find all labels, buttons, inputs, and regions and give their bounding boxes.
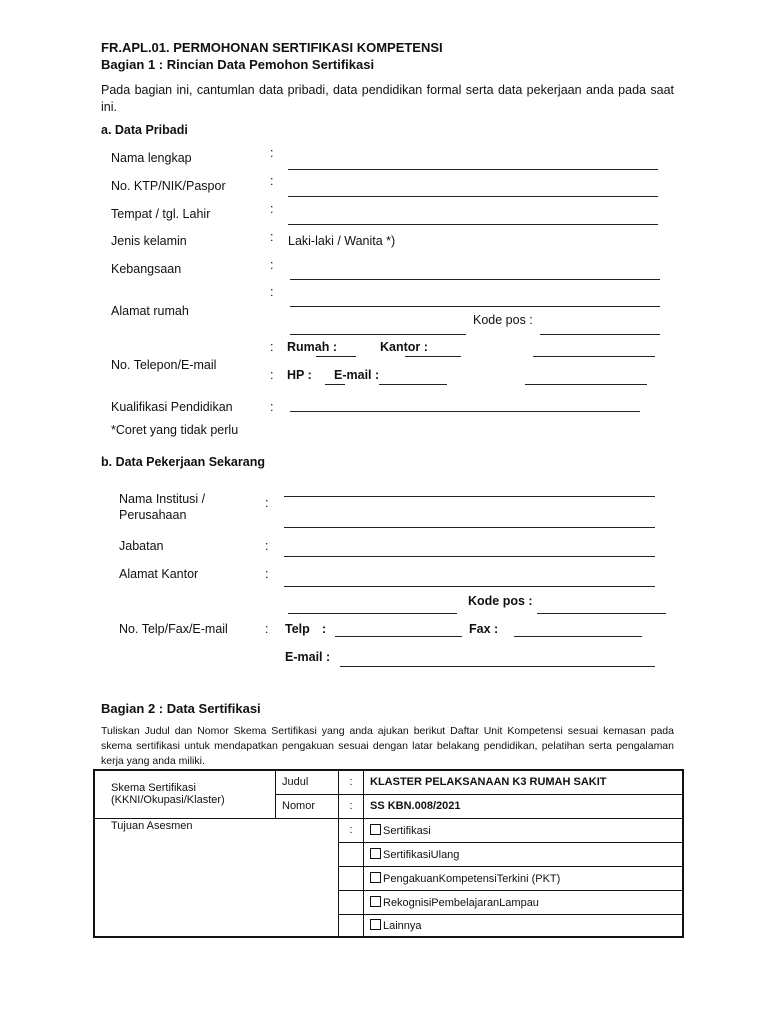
option-label: RekognisiPembelajaranLampau: [383, 896, 539, 909]
fax-label: Fax :: [469, 622, 499, 636]
colon: :: [270, 202, 274, 216]
certification-table: [93, 769, 684, 938]
address-field-1[interactable]: [290, 306, 660, 307]
colon: :: [270, 174, 274, 188]
number-label: Nomor: [276, 794, 339, 818]
checkbox-icon[interactable]: [370, 919, 381, 930]
section2-intro: Tuliskan Judul dan Nomor Skema Sertifikasi yang anda ajukan berikut Daftar Unit Kompetensi sesuai kemasan pada skema sertifikasi untuk mendapatkan pengakuan sesuai dengan latar belakang pendidikan, pelatihan serta pengalaman kerja yang anda miliki.: [101, 725, 674, 767]
colon: :: [322, 622, 327, 636]
colon: :: [265, 539, 269, 553]
scheme-label-1: Skema Sertifikasi: [111, 782, 196, 795]
option-label: Lainnya: [383, 919, 422, 932]
office-address-label: Alamat Kantor: [119, 567, 199, 581]
title-label: Judul: [276, 770, 339, 794]
birth-field[interactable]: [288, 224, 658, 225]
option-label: SertifikasiUlang: [383, 848, 460, 861]
option-lainnya[interactable]: [364, 914, 684, 937]
institution-field-1[interactable]: [284, 496, 655, 497]
colon: :: [270, 400, 274, 414]
ktp-field[interactable]: [288, 196, 658, 197]
email-field[interactable]: [379, 384, 447, 385]
name-field[interactable]: [288, 169, 658, 170]
hp-label: HP :: [287, 368, 312, 382]
colon: :: [265, 622, 269, 636]
gender-label: Jenis kelamin: [111, 234, 187, 248]
section1-intro: Pada bagian ini, cantumlan data pribadi, data pendidikan formal serta data pekerjaan anda pada saat ini.: [101, 83, 674, 114]
position-label: Jabatan: [119, 539, 164, 553]
birth-label: Tempat / tgl. Lahir: [111, 207, 211, 221]
email-extra-field[interactable]: [525, 384, 647, 385]
work-postal-label: Kode pos :: [468, 594, 533, 608]
option-rpl[interactable]: [364, 890, 684, 914]
address-label: Alamat rumah: [111, 304, 189, 318]
section1-title: Bagian 1 : Rincian Data Pemohon Sertifikasi: [101, 57, 375, 72]
office-phone-field[interactable]: [405, 356, 461, 357]
checkbox-icon[interactable]: [370, 848, 381, 859]
checkbox-icon[interactable]: [370, 824, 381, 835]
colon: :: [270, 258, 274, 272]
education-field[interactable]: [290, 411, 640, 412]
scheme-title-value: KLASTER PELAKSANAAN K3 RUMAH SAKIT: [364, 770, 684, 794]
option-sertifikasi-ulang[interactable]: [364, 842, 684, 866]
colon: :: [270, 285, 274, 299]
postal-field[interactable]: [540, 334, 660, 335]
colon: :: [265, 567, 269, 581]
form-code-title: FR.APL.01. PERMOHONAN SERTIFIKASI KOMPETENSI: [101, 40, 443, 55]
telp-label: Telp: [285, 622, 310, 636]
phone-extra-field[interactable]: [533, 356, 655, 357]
hp-field[interactable]: [325, 384, 345, 385]
option-label: Sertifikasi: [383, 824, 431, 837]
scheme-cell: [94, 770, 276, 818]
personal-heading: a. Data Pribadi: [101, 123, 188, 137]
name-label: Nama lengkap: [111, 151, 192, 165]
footnote: *Coret yang tidak perlu: [111, 423, 239, 437]
colon: :: [270, 340, 274, 354]
education-label: Kualifikasi Pendidikan: [111, 400, 233, 414]
telp-field[interactable]: [335, 636, 462, 637]
scheme-number-value: SS KBN.008/2021: [364, 794, 684, 818]
option-label: PengakuanKompetensiTerkini (PKT): [383, 872, 561, 885]
nationality-field[interactable]: [290, 279, 660, 280]
work-email-label: E-mail :: [285, 650, 331, 664]
institution-field-2[interactable]: [284, 527, 655, 528]
purpose-label: Tujuan Asesmen: [94, 818, 339, 937]
colon: :: [339, 770, 364, 794]
institution-label-1: Nama Institusi /: [119, 492, 206, 506]
office-address-field-1[interactable]: [284, 586, 655, 587]
checkbox-icon[interactable]: [370, 896, 381, 907]
office-phone-label: Kantor :: [380, 340, 428, 354]
nationality-label: Kebangsaan: [111, 262, 182, 276]
checkbox-icon[interactable]: [370, 872, 381, 883]
colon: :: [265, 496, 269, 510]
office-address-field-2[interactable]: [288, 613, 457, 614]
phone-label: No. Telepon/E-mail: [111, 358, 217, 372]
work-postal-field[interactable]: [537, 613, 666, 614]
email-label: E-mail :: [334, 368, 380, 382]
home-phone-field[interactable]: [316, 356, 356, 357]
section2-title: Bagian 2 : Data Sertifikasi: [101, 701, 261, 716]
ktp-label: No. KTP/NIK/Paspor: [111, 179, 226, 193]
scheme-label-2: (KKNI/Okupasi/Klaster): [111, 794, 225, 807]
colon: :: [339, 794, 364, 818]
postal-label: Kode pos :: [473, 313, 533, 327]
address-field-2[interactable]: [290, 334, 466, 335]
fax-field[interactable]: [514, 636, 642, 637]
colon: :: [270, 230, 274, 244]
institution-label-2: Perusahaan: [119, 508, 187, 522]
home-phone-label: Rumah :: [287, 340, 337, 354]
colon: :: [270, 368, 274, 382]
option-pkt[interactable]: [364, 866, 684, 890]
colon: :: [270, 146, 274, 160]
work-email-field[interactable]: [340, 666, 655, 667]
work-heading: b. Data Pekerjaan Sekarang: [101, 455, 265, 469]
option-sertifikasi[interactable]: [364, 818, 684, 842]
position-field[interactable]: [284, 556, 655, 557]
contact-label: No. Telp/Fax/E-mail: [119, 622, 228, 636]
colon: :: [339, 818, 364, 842]
gender-value[interactable]: Laki-laki / Wanita *): [288, 234, 396, 248]
